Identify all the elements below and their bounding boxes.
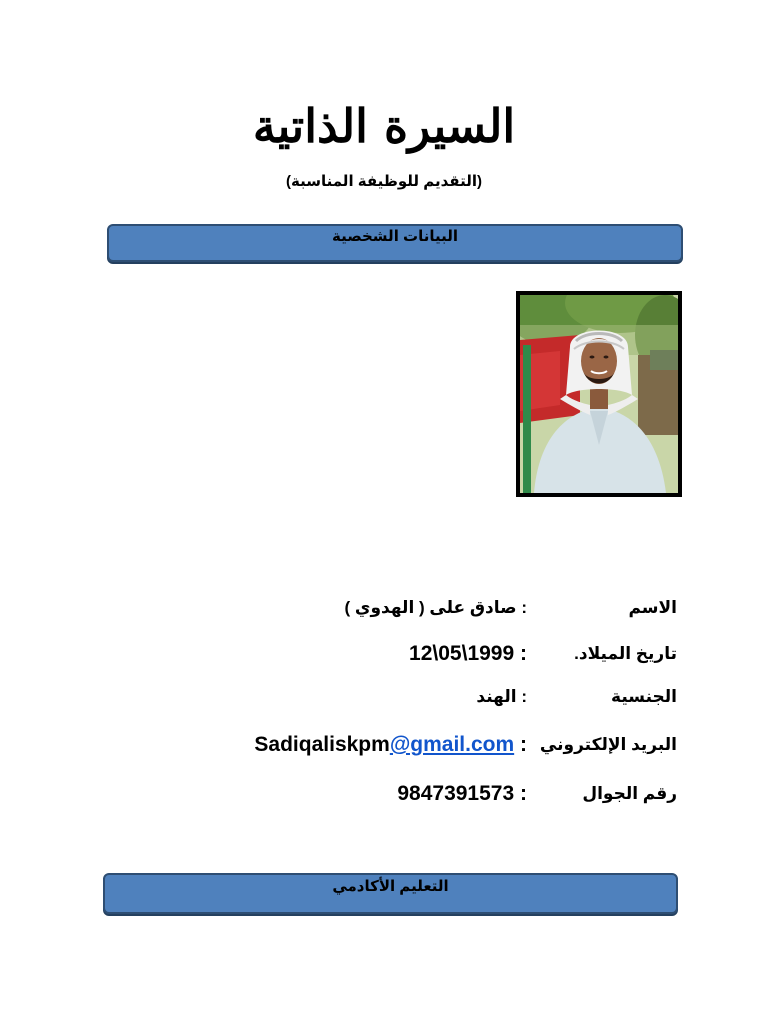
colon: : (521, 687, 527, 706)
nationality-value (476, 677, 527, 717)
page-title: السيرة الذاتية (252, 98, 516, 153)
info-row-birth-date (120, 634, 677, 674)
colon: : (521, 598, 527, 617)
info-row-name (120, 588, 677, 628)
email-link[interactable]: @gmail.com (389, 733, 515, 756)
phone-value (397, 774, 527, 814)
phone-text: 9847391573 (397, 782, 515, 805)
info-row-phone (120, 774, 677, 814)
colon: : (520, 642, 527, 665)
section-header-personal-data: البيانات الشخصية (107, 224, 683, 262)
birth-date-text: 1999\05\12 (409, 642, 515, 665)
section-header-education: التعليم الأكادمي (103, 873, 678, 914)
name-label: الاسم (628, 598, 677, 617)
birth-date-value (409, 634, 527, 674)
email-value (254, 725, 527, 765)
email-label: البريد الإلكتروني (539, 735, 677, 754)
colon: : (520, 782, 527, 805)
name-value (344, 588, 527, 628)
page-subtitle: (التقديم للوظيفة المناسبة) (286, 173, 482, 190)
nationality-label: الجنسية (611, 687, 677, 706)
phone-label: رقم الجوال (582, 784, 677, 803)
birth-date-label: تاريخ الميلاد. (574, 644, 677, 663)
profile-photo (516, 291, 682, 497)
email-user: Sadiqaliskpm (254, 733, 390, 756)
info-row-email (120, 725, 677, 765)
name-text: صادق على ( الهدوي ) (344, 598, 517, 617)
info-row-nationality (120, 677, 677, 717)
colon: : (520, 733, 527, 756)
email-address (254, 733, 514, 756)
nationality-text: الهند (476, 687, 517, 706)
